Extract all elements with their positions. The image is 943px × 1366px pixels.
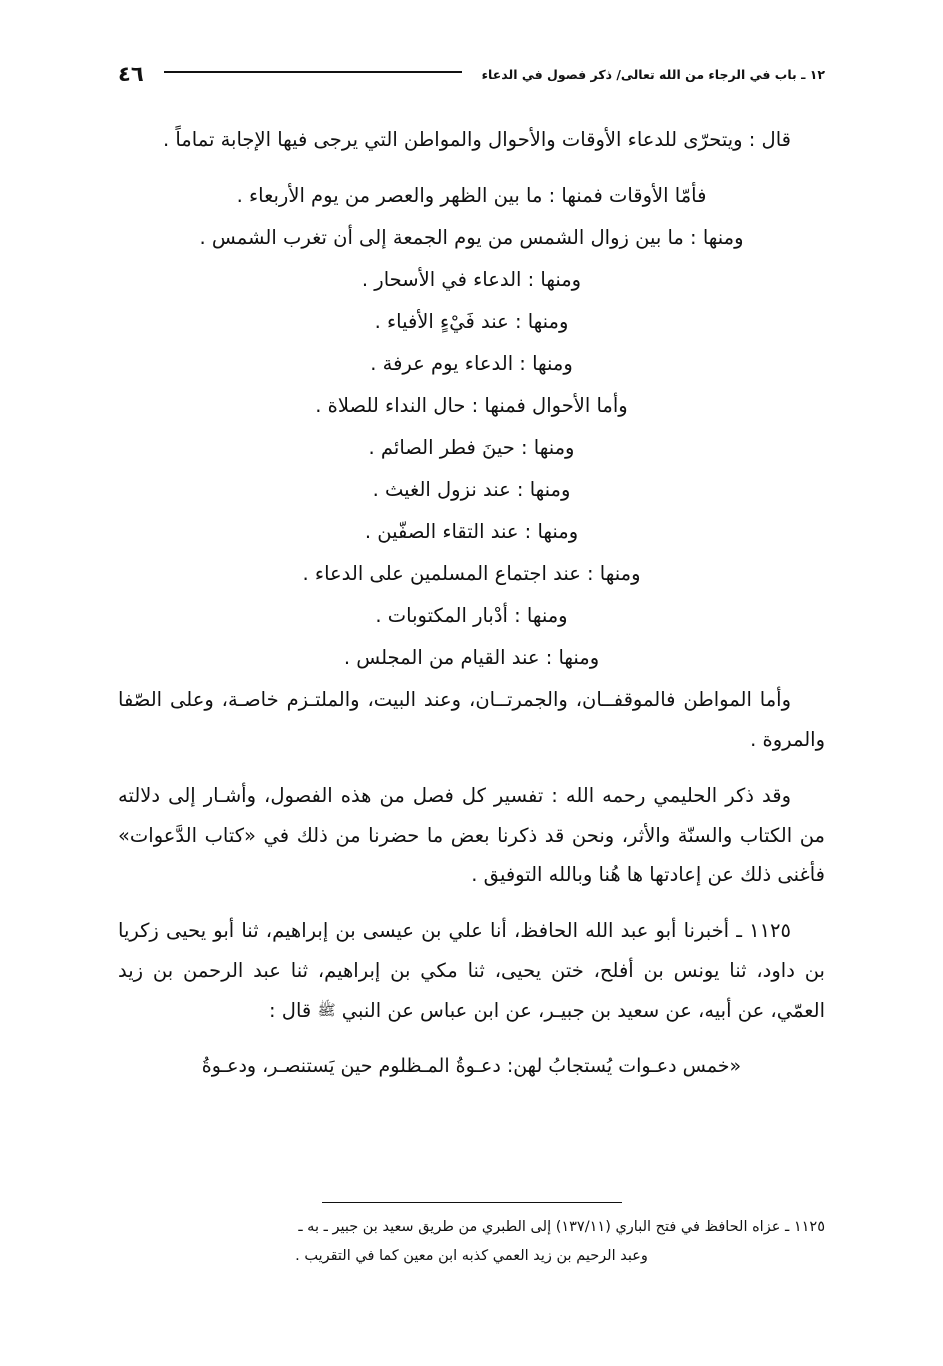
- paragraph-isnad: [118, 911, 825, 1031]
- page-body: [118, 120, 825, 1086]
- list-item: ومنها : عند التقاء الصفّين .: [364, 519, 579, 543]
- chapter-title: ١٢ ـ باب في الرجاء من الله تعالى/ ذكر فصول في الدعاء: [481, 66, 825, 82]
- list-item: ومنها : عند القيام من المجلس .: [343, 645, 600, 669]
- list-item: وأما الأحوال فمنها : حال النداء للصلاة .: [315, 393, 628, 417]
- paragraph-times-intro: فأمّا الأوقات فمنها : ما بين الظهر والعصر من يوم الأربعاء .: [236, 183, 707, 207]
- header-divider: [164, 71, 462, 73]
- salla-allahu-alayhi-wasallam-icon: ﷺ: [317, 1001, 336, 1020]
- paragraph-places: وأما المواطن فالموقفــان، والجمرتــان، وعند البيت، والملتـزم خاصـة، وعلى الصّفا والمروة .: [118, 687, 825, 751]
- isnad-tail: قال :: [269, 999, 312, 1023]
- running-header: [118, 62, 825, 86]
- footnote-divider: [322, 1202, 622, 1204]
- list-item: ومنها : الدعاء في الأسحار .: [361, 267, 582, 291]
- paragraph-intro: قال : ويتحرّى للدعاء الأوقات والأحوال والمواطن التي يرجى فيها الإجابة تماماً .: [162, 128, 791, 151]
- list-item: ومنها : ما بين زوال الشمس من يوم الجمعة إلى أن تغرب الشمس .: [199, 225, 744, 249]
- footnote-section: [118, 1202, 825, 1270]
- list-item: ومنها : عند اجتماع المسلمين على الدعاء .: [302, 561, 641, 585]
- footnote-line-1: ١١٢٥ ـ عزاه الحافظ في فتح الباري (١٣٧/١١) إلى الطبري من طريق سعيد بن جبير ـ به ـ: [298, 1219, 825, 1236]
- hadith-quote: «خمس دعـوات يُستجابُ لهن: دعـوةُ المـظلوم حين يَستنصـر، ودعـوةُ: [201, 1055, 742, 1078]
- page-number: ٤٦: [118, 62, 144, 86]
- list-item: ومنها : حينَ فطر الصائم .: [368, 435, 575, 459]
- list-item: ومنها : أدْبار المكتوبات .: [375, 603, 568, 627]
- footnote-line-2: وعبد الرحيم بن زيد العمي كذبه ابن معين كما في التقريب .: [295, 1247, 648, 1264]
- paragraph-halimi: وقد ذكر الحليمي رحمه الله : تفسير كل فصل من هذه الفصول، وأشـار إلى دلالته من الكتاب والسنّة والأثر، ونحن قد ذكرنا بعض ما حضرنا من ذلك في «كتاب الدَّعوات» فأغنى ذلك عن إعادتها ها هُنا وبالله التوفيق .: [118, 783, 825, 887]
- footnote-text: [118, 1213, 825, 1270]
- list-item: ومنها : عند نزول الغيث .: [372, 477, 571, 501]
- list-item: ومنها : الدعاء يوم عرفة .: [370, 351, 573, 375]
- list-item: ومنها : عند فَيْءٍ الأفياء .: [374, 309, 569, 333]
- isnad-text: ١١٢٥ ـ أخبرنا أبو عبد الله الحافظ، أنا علي بن عيسى بن إبراهيم، ثنا أبو يحيى زكريا بن داود، ثنا يونس بن أفلح، ختن يحيى، ثنا مكي بن إبراهيم، ثنا عبد الرحمن بن زيد العمّي، عن أبيه، عن سعيد بن جبيـر، عن ابن عباس عن النبي: [118, 919, 825, 1023]
